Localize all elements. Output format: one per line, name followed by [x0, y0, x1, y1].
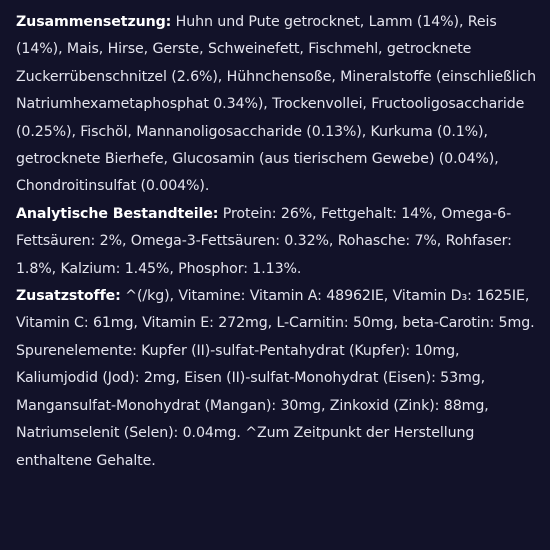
- additives-label: Zusatzstoffe:: [16, 288, 121, 305]
- analytical-constituents-paragraph: [16, 201, 538, 283]
- analytical-constituents-label: Analytische Bestandteile:: [16, 205, 219, 222]
- composition-label: Zusammensetzung:: [16, 14, 172, 30]
- analytical-constituents-text: Protein: 26%, Fettgehalt: 14%, Omega-6-Fettsäuren: 2%, Omega-3-Fettsäuren: 0.32%, Rohasche: 7%, Rohfaser: 1.8%, Kalzium: 1.45%, Phosphor: 1.13%.: [16, 205, 512, 277]
- additives-paragraph: [16, 283, 538, 475]
- additives-text: ^(/kg), Vitamine: Vitamin A: 48962IE, Vitamin D₃: 1625IE, Vitamin C: 61mg, Vitamin E: 272mg, L-Carnitin: 50mg, beta-Carotin: 5mg. Spurenelemente: Kupfer (II)-sulfat-Pentahydrat (Kupfer): 10mg, Kaliumjodid (Jod): 2mg, Eisen (II)-sulfat-Monohydrat (Eisen): 53mg, Mangansulfat-Monohydrat (Mangan): 30mg, Zinkoxid (Zink): 88mg, Natriumselenit (Selen): 0.04mg. ^Zum Zeitpunkt der Herstellung enthaltene Gehalte.: [16, 288, 535, 469]
- composition-paragraph: [16, 9, 538, 201]
- ingredient-info: [16, 9, 538, 475]
- composition-text: Huhn und Pute getrocknet, Lamm (14%), Reis (14%), Mais, Hirse, Gerste, Schweinefett, Fischmehl, getrocknete Zuckerrübenschnitzel (2.6%), Hühnchensoße, Mineralstoffe (einschließlich Natriumhexametaphosphat 0.34%), Trockenvollei, Fructooligosaccharide (0.25%), Fischöl, Mannanoligosaccharide (0.13%), Kurkuma (0.1%), getrocknete Bierhefe, Glucosamin (aus tierischem Gewebe) (0.04%), Chondroitinsulfat (0.004%).: [16, 14, 537, 195]
